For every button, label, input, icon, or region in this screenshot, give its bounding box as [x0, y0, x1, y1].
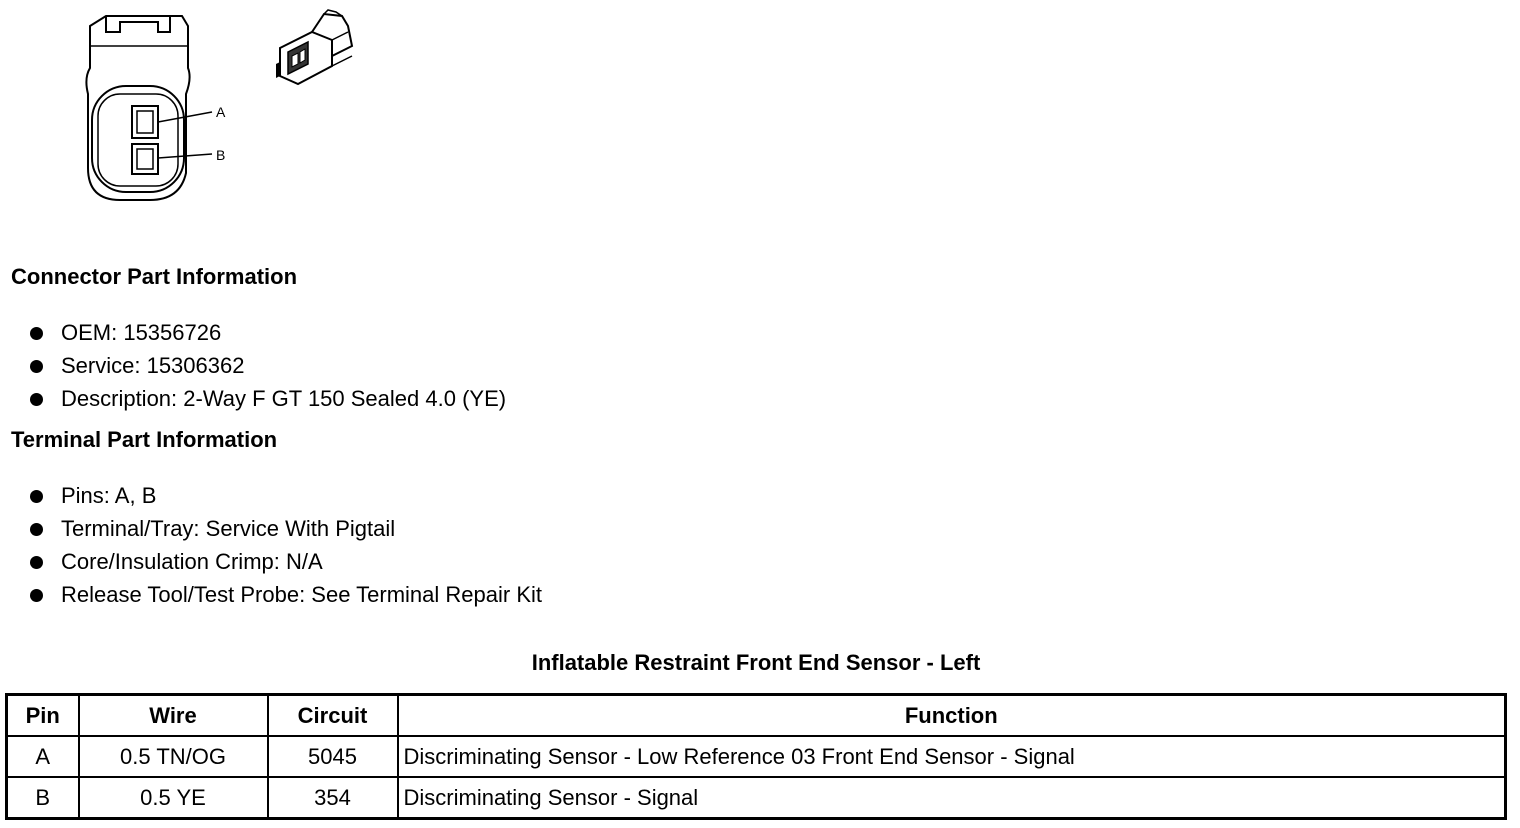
header-function: Function: [398, 695, 1506, 737]
cell-function: Discriminating Sensor - Low Reference 03 Front End Sensor - Signal: [398, 736, 1506, 777]
cell-pin: B: [7, 777, 79, 819]
table-row: [7, 736, 1506, 777]
connector-face-diagram: [70, 8, 240, 208]
bullet-icon: [30, 490, 43, 503]
bullet-icon: [30, 360, 43, 373]
terminal-info-heading: Terminal Part Information: [11, 427, 278, 452]
list-item: Service: 15306362: [28, 349, 506, 382]
cell-wire: 0.5 TN/OG: [79, 736, 268, 777]
table-title: Inflatable Restraint Front End Sensor - Left: [531, 650, 981, 675]
list-item: Description: 2-Way F GT 150 Sealed 4.0 (YE): [28, 382, 506, 415]
list-item: OEM: 15356726: [28, 316, 506, 349]
cell-pin: A: [7, 736, 79, 777]
bullet-icon: [30, 327, 43, 340]
table-row: [7, 777, 1506, 819]
terminal-info-list: [28, 479, 542, 611]
header-pin: Pin: [7, 695, 79, 737]
table-header-row: [7, 695, 1506, 737]
list-item: Release Tool/Test Probe: See Terminal Repair Kit: [28, 578, 542, 611]
bullet-icon: [30, 393, 43, 406]
pin-a-label: A: [216, 104, 226, 120]
pin-b-label: B: [216, 147, 226, 163]
connector-isometric-diagram: [268, 6, 360, 90]
cell-circuit: 354: [268, 777, 398, 819]
connector-latch: [106, 16, 170, 32]
bullet-icon: [30, 556, 43, 569]
header-wire: Wire: [79, 695, 268, 737]
connector-info-heading: Connector Part Information: [11, 264, 298, 289]
pinout-table: [5, 693, 1507, 820]
bullet-icon: [30, 589, 43, 602]
header-circuit: Circuit: [268, 695, 398, 737]
bullet-icon: [30, 523, 43, 536]
cell-wire: 0.5 YE: [79, 777, 268, 819]
list-item: Terminal/Tray: Service With Pigtail: [28, 512, 542, 545]
connector-outer-shell: [86, 16, 189, 200]
cell-circuit: 5045: [268, 736, 398, 777]
list-item: Pins: A, B: [28, 479, 542, 512]
connector-seal-inner: [98, 94, 178, 186]
cell-function: Discriminating Sensor - Signal: [398, 777, 1506, 819]
connector-info-list: [28, 316, 506, 415]
list-item: Core/Insulation Crimp: N/A: [28, 545, 542, 578]
